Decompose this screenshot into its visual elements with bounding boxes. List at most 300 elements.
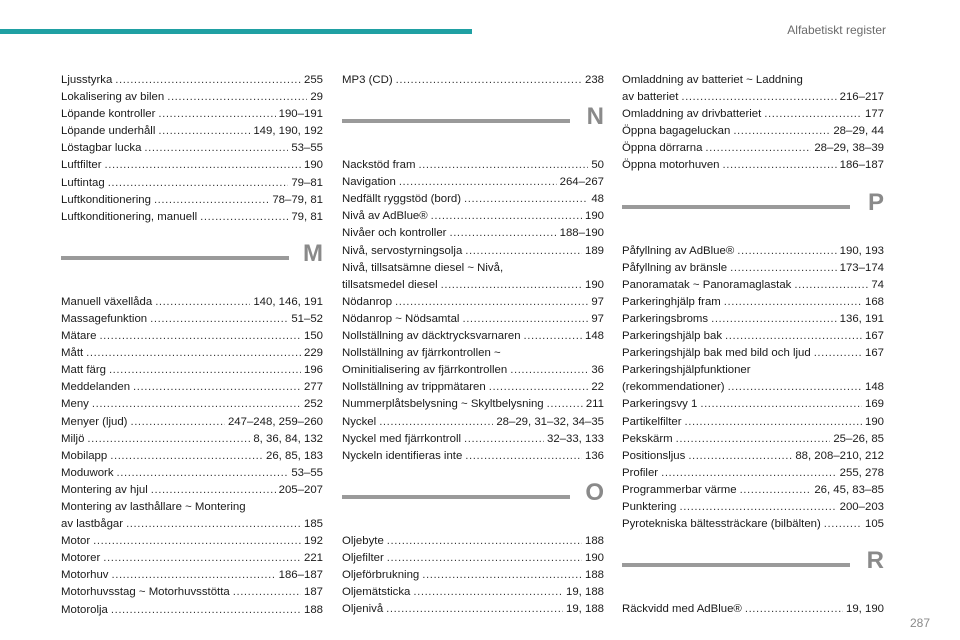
index-page-refs: 48 [591,193,604,206]
index-term: Meny [61,398,89,411]
index-entry [61,602,323,619]
index-term: Nödanrop [342,295,393,308]
index-term: Mått [61,347,84,360]
index-page-refs: 53–55 [291,142,323,155]
dot-leader [387,533,582,550]
index-page-refs: 252 [303,398,323,411]
index-entry [61,294,323,311]
dot-leader [155,294,250,311]
index-entry [61,209,323,226]
dot-leader [510,362,588,379]
index-entry [342,601,604,618]
dot-leader [387,550,582,567]
section-letter: M [303,239,323,267]
index-entry [61,89,323,106]
index-term: MP3 (CD) [342,74,393,86]
dot-leader [200,209,288,226]
index-term: Motorer [61,552,101,565]
index-entry [61,567,323,584]
index-entry [622,243,884,260]
index-term: Nivå, servostyrningsolja [342,244,463,257]
index-entry [342,72,604,89]
index-entry [622,516,884,533]
dot-leader [108,175,289,192]
dot-leader [154,192,269,209]
dot-leader [724,294,862,311]
index-entry [61,157,323,174]
index-term: Nedfällt ryggstöd (bord) [342,193,462,206]
index-term: Nyckel [342,415,377,428]
index-page-refs: 140, 146, 191 [253,295,323,308]
index-entry [342,533,604,550]
index-page-refs: 189 [584,244,604,257]
dot-leader [413,584,563,601]
dot-leader [418,157,588,174]
index-page-refs: 247–248, 259–260 [227,415,323,428]
dot-leader [399,174,557,191]
index-term: Partikelfilter [622,415,682,428]
index-term: Motorolja [61,603,108,616]
index-page-refs: 188–190 [559,227,604,240]
dot-leader [464,191,588,208]
dot-leader [117,465,289,482]
index-page-refs: 211 [585,398,604,411]
index-page-refs: 167 [864,330,884,343]
section-divider [622,205,850,209]
index-term: Öppna motorhuven [622,159,720,172]
dot-leader [824,516,862,533]
index-page-refs: 229 [303,347,323,360]
index-page-refs: 188 [303,603,323,616]
index-term: Motorhuv [61,569,109,582]
dot-leader [676,431,831,448]
index-term: Panoramatak ~ Panoramaglastak [622,278,792,291]
index-column-2 [342,72,604,618]
index-term: Oljemätsticka [342,586,411,599]
index-term: av lastbågar [61,518,124,531]
index-column-3 [622,72,884,618]
index-term: Nyckel med fjärrkontroll [342,432,462,445]
index-page-refs: 190 [584,210,604,223]
index-term: Parkeringshjälpfunktioner [622,364,751,377]
index-page-refs: 97 [591,312,604,325]
dot-leader [130,414,225,431]
dot-leader [431,208,582,225]
dot-leader [705,140,811,157]
index-term: Nivå av AdBlue® [342,210,428,223]
index-term: Oljebyte [342,534,384,547]
index-page-refs: 168 [864,295,884,308]
index-entry [61,140,323,157]
index-entry [342,174,604,191]
index-page-refs: 186–187 [278,569,323,582]
index-entry [61,482,323,499]
index-page-refs: 105 [864,518,884,531]
index-page-refs: 32–33, 133 [546,432,604,445]
index-entry [622,294,884,311]
index-page-refs: 136, 191 [839,312,884,325]
index-entry [342,225,604,242]
index-page-refs: 97 [591,295,604,308]
index-page-refs: 177 [864,108,884,121]
index-term: Motorhuvsstag ~ Motorhuvsstötta [61,586,230,599]
section-divider [622,563,850,567]
index-term: Lokalisering av bilen [61,91,165,104]
index-term: Matt färg [61,364,106,377]
dot-leader [395,294,588,311]
index-page-refs: 190 [303,159,323,172]
index-page-refs: 29 [310,91,323,104]
index-entry [61,106,323,123]
index-entry [61,499,323,516]
index-term: Påfyllning av AdBlue® [622,244,735,257]
index-entry [622,601,884,618]
dot-leader [688,448,792,465]
index-entry [61,311,323,328]
index-page-refs: 190 [864,415,884,428]
index-page-refs: 28–29, 38–39 [814,142,884,155]
header-accent-bar [0,29,472,34]
index-entry [61,584,323,601]
index-term: Luftintag [61,176,105,189]
dot-leader [725,328,862,345]
index-entry [622,345,884,362]
index-term: Ljusstyrka [61,74,113,86]
index-page-refs: 149, 190, 192 [253,125,323,138]
dot-leader [681,89,836,106]
section-heading-p [622,175,884,243]
index-term: Oljeförbrukning [342,568,420,581]
dot-leader [547,396,583,413]
index-entry [342,328,604,345]
index-term: Nollställning av trippmätaren [342,381,486,394]
index-term: Navigation [342,176,396,189]
dot-leader [745,601,843,618]
index-term: Nivåer och kontroller [342,227,447,240]
index-page-refs: 277 [303,381,323,394]
index-entry [61,516,323,533]
dot-leader [449,225,556,242]
index-entry [342,396,604,413]
dot-leader [379,414,493,431]
index-entry [61,175,323,192]
index-term: Luftfilter [61,159,102,172]
index-term: Nyckeln identifieras inte [342,449,463,462]
dot-leader [730,260,837,277]
index-entry [622,499,884,516]
index-entry [622,482,884,499]
index-page-refs: 19, 190 [845,603,884,616]
section-divider [61,256,289,260]
index-entry [61,362,323,379]
index-entry [342,414,604,431]
index-entry [622,465,884,482]
page-header-title: Alfabetiskt register [787,23,886,37]
index-term: Moduwork [61,466,114,479]
index-term: Motor [61,535,91,548]
index-entry [342,345,604,362]
index-page-refs: 221 [303,552,323,565]
dot-leader [92,396,301,413]
dot-leader [814,345,862,362]
index-page-refs: 28–29, 31–32, 34–35 [496,415,604,428]
index-entry [622,260,884,277]
index-entry [61,192,323,209]
index-term: Öppna dörrarna [622,142,703,155]
dot-leader [133,379,301,396]
index-page-refs: 200–203 [839,500,884,513]
section-letter: O [585,478,604,506]
index-term: Nivå, tillsatsämne diesel ~ Nivå, [342,261,504,274]
index-page-refs: 196 [303,364,323,377]
index-page-refs: 238 [584,74,604,86]
index-page-refs: 264–267 [559,176,604,189]
dot-leader [489,379,589,396]
index-entry [342,294,604,311]
index-term: Profiler [622,466,659,479]
index-page-refs: 190–191 [278,108,323,121]
index-term: Mobilapp [61,449,108,462]
dot-leader [524,328,582,345]
dot-leader [144,140,288,157]
dot-leader [99,328,301,345]
index-page-refs: 26, 85, 183 [265,449,323,462]
index-entry [622,448,884,465]
dot-leader [110,448,263,465]
dot-leader [700,396,862,413]
index-entry [61,550,323,567]
dot-leader [422,567,582,584]
index-entry [61,123,323,140]
dot-leader [86,345,301,362]
index-page-refs: 216–217 [839,91,884,104]
dot-leader [105,157,301,174]
index-entry [622,328,884,345]
dot-leader [679,499,836,516]
index-term: Nollställning av däcktrycksvarnaren [342,330,521,343]
index-entry [342,379,604,396]
index-page-refs: 190 [584,278,604,291]
index-page-refs: 28–29, 44 [833,125,884,138]
index-entry [61,448,323,465]
index-term: Pekskärm [622,432,673,445]
index-page-refs: 150 [303,330,323,343]
dot-leader [150,311,288,328]
index-term: Oljefilter [342,551,384,564]
index-page-refs: 50 [591,159,604,172]
index-term: Nödanrop ~ Nödsamtal [342,312,460,325]
index-page-refs: 88, 208–210, 212 [795,449,884,462]
dot-leader [386,601,563,618]
index-page-refs: 185 [303,518,323,531]
index-page-refs: 26, 45, 83–85 [814,483,884,496]
index-term: Parkeringshjälp bak med bild och ljud [622,347,811,360]
index-entry [622,157,884,174]
index-term: Löpande underhåll [61,125,156,138]
index-page-refs: 78–79, 81 [272,193,323,206]
index-entry [61,328,323,345]
index-term: (rekommendationer) [622,381,725,394]
index-column-1 [61,72,323,619]
index-entry [61,396,323,413]
index-entry [342,243,604,260]
index-term: Oljenivå [342,603,384,616]
index-entry [61,379,323,396]
dot-leader [733,123,830,140]
dot-leader [111,602,301,619]
index-term: Luftkonditionering, manuell [61,210,198,223]
index-entry [622,72,884,89]
dot-leader [685,414,862,431]
index-page-refs: 148 [584,330,604,343]
dot-leader [740,482,812,499]
index-entry [342,311,604,328]
index-term: Parkeringhjälp fram [622,295,721,308]
index-term: Menyer (ljud) [61,415,128,428]
dot-leader [464,431,544,448]
index-term: Montering av lasthållare ~ Montering [61,500,246,513]
index-term: Montering av hjul [61,483,148,496]
index-page-refs: 169 [864,398,884,411]
index-page-refs: 19, 188 [565,603,604,616]
index-term: Punktering [622,500,677,513]
dot-leader [167,89,307,106]
index-page-refs: 205–207 [278,483,323,496]
dot-leader [441,277,582,294]
index-entry [622,89,884,106]
index-term: Löpande kontroller [61,108,156,121]
index-term: Nackstöd fram [342,159,416,172]
dot-leader [764,106,862,123]
dot-leader [103,550,301,567]
index-term: Massagefunktion [61,312,148,325]
index-term: tillsatsmedel diesel [342,278,438,291]
index-page-refs: 136 [584,449,604,462]
index-page-refs: 192 [303,535,323,548]
index-page-refs: 53–55 [291,466,323,479]
dot-leader [711,311,837,328]
index-term: Positionsljus [622,449,686,462]
index-entry [61,72,323,89]
dot-leader [661,465,837,482]
dot-leader [465,448,582,465]
section-letter: N [586,103,604,131]
index-page-refs: 190 [584,551,604,564]
index-page-refs: 190, 193 [839,244,884,257]
index-term: Räckvidd med AdBlue® [622,603,742,616]
page-number: 287 [909,616,930,630]
section-heading-m [61,226,323,294]
index-entry [342,157,604,174]
dot-leader [158,123,250,140]
index-entry [61,414,323,431]
section-letter: R [866,547,884,575]
index-term: Parkeringsbroms [622,312,709,325]
index-term: Parkeringsvy 1 [622,398,698,411]
section-heading-o [342,465,604,533]
index-term: Parkeringshjälp bak [622,330,723,343]
index-page-refs: 25–26, 85 [833,432,884,445]
dot-leader [737,243,836,260]
index-term: Öppna bagageluckan [622,125,731,138]
dot-leader [465,243,582,260]
index-entry [622,123,884,140]
dot-leader [87,431,250,448]
dot-leader [126,516,301,533]
section-letter: P [867,188,884,216]
section-heading-r [622,533,884,601]
index-entry [622,106,884,123]
index-page-refs: 167 [864,347,884,360]
index-page-refs: 19, 188 [565,586,604,599]
index-entry [622,379,884,396]
index-term: Manuell växellåda [61,295,153,308]
index-term: Nummerplåtsbelysning ~ Skyltbelysning [342,398,544,411]
section-divider [342,119,570,123]
dot-leader [93,533,301,550]
index-page-refs: 36 [591,364,604,377]
index-page-refs: 79, 81 [291,210,323,223]
index-entry [61,465,323,482]
index-page-refs: 22 [591,381,604,394]
index-entry [622,311,884,328]
index-page-refs: 51–52 [291,312,323,325]
dot-leader [115,72,301,89]
index-term: Löstagbar lucka [61,142,142,155]
dot-leader [728,379,862,396]
index-term: Nollställning av fjärrkontrollen ~ [342,347,501,360]
index-term: Meddelanden [61,381,131,394]
index-term: Pyrotekniska bältessträckare (bilbälten) [622,518,821,531]
index-page-refs: 148 [864,381,884,394]
section-divider [342,495,570,499]
index-term: Programmerbar värme [622,483,737,496]
index-entry [622,362,884,379]
index-entry [342,260,604,277]
index-term: Luftkonditionering [61,193,151,206]
index-term: Ominitialisering av fjärrkontrollen [342,364,508,377]
index-entry [342,362,604,379]
index-term: av batteriet [622,91,679,104]
index-page-refs: 186–187 [839,159,884,172]
index-entry [61,345,323,362]
index-entry [342,550,604,567]
dot-leader [794,277,868,294]
dot-leader [723,157,837,174]
index-entry [342,277,604,294]
index-page-refs: 74 [871,278,884,291]
index-page-refs: 255 [303,74,323,86]
index-page-refs: 187 [303,586,323,599]
section-heading-n [342,89,604,157]
index-entry [342,584,604,601]
index-entry [342,567,604,584]
index-page-refs: 188 [584,534,604,547]
dot-leader [111,567,275,584]
index-entry [622,431,884,448]
index-term: Miljö [61,432,85,445]
index-entry [61,431,323,448]
index-entry [622,414,884,431]
index-page-refs: 79–81 [291,176,323,189]
index-entry [61,533,323,550]
dot-leader [396,72,582,89]
dot-leader [462,311,588,328]
index-page-refs: 188 [584,568,604,581]
index-entry [622,140,884,157]
index-entry [622,277,884,294]
index-entry [342,431,604,448]
